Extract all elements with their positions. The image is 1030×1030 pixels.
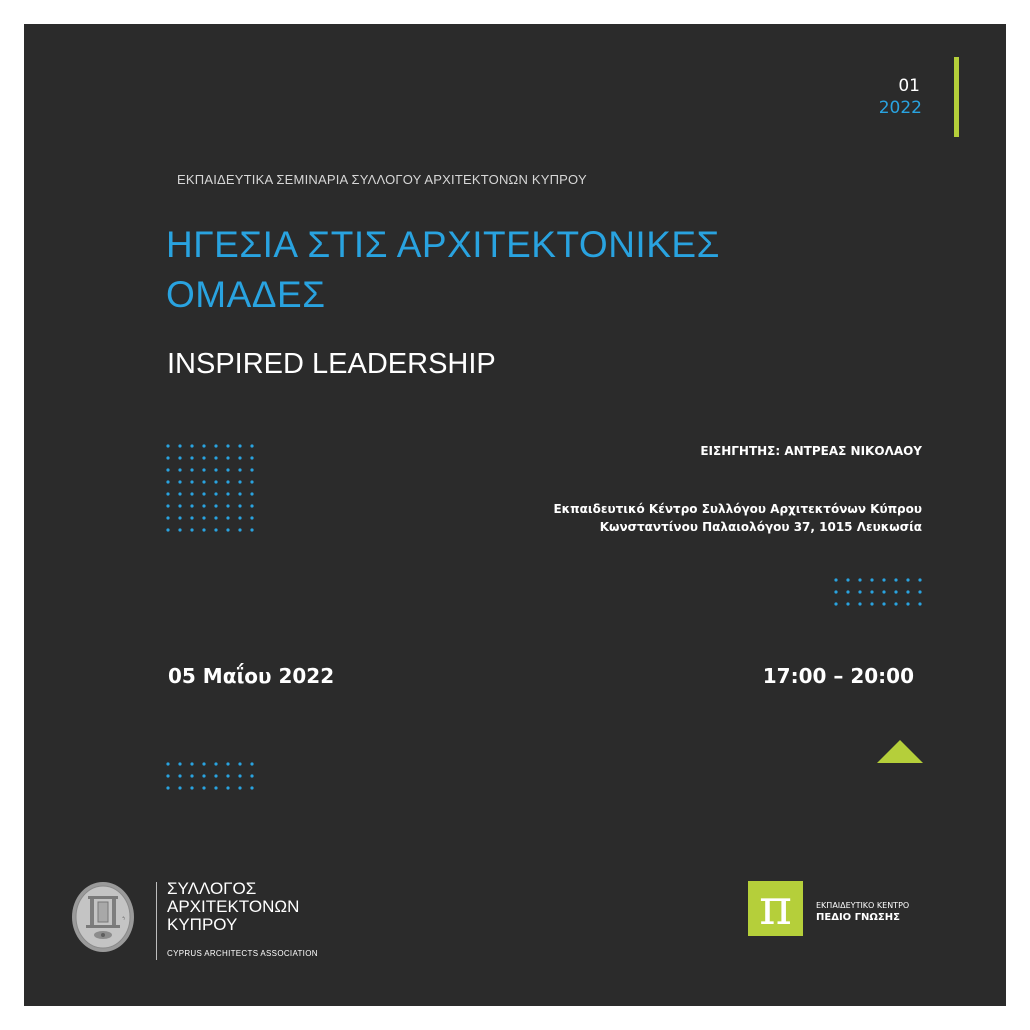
- decoration-dot: [202, 774, 205, 777]
- decoration-dot: [894, 590, 897, 593]
- poster: [24, 24, 1006, 1006]
- decoration-dot: [250, 762, 253, 765]
- decoration-dot: [178, 774, 181, 777]
- decoration-dot: [250, 528, 253, 531]
- decoration-dot: [858, 602, 861, 605]
- decoration-dot: [882, 578, 885, 581]
- decoration-dot: [178, 762, 181, 765]
- page-title-greek: [166, 220, 720, 320]
- decoration-dot: [214, 774, 217, 777]
- decoration-dot: [834, 578, 837, 581]
- decoration-dot: [238, 504, 241, 507]
- pi-logo-icon: [748, 878, 803, 936]
- decoration-dot: [190, 480, 193, 483]
- decoration-dot: [202, 516, 205, 519]
- decoration-dot: [202, 528, 205, 531]
- decoration-dot: [166, 504, 169, 507]
- decoration-dot: [166, 468, 169, 471]
- decoration-dot: [846, 590, 849, 593]
- speaker-label: ΕΙΣΗΓΗΤΗΣ: ΑΝΤΡΕΑΣ ΝΙΚΟΛΑΟΥ: [700, 444, 922, 458]
- event-time: 17:00 – 20:00: [762, 664, 914, 688]
- issue-number: 01: [898, 76, 920, 96]
- decoration-dot: [250, 480, 253, 483]
- triangle-decoration: [877, 740, 923, 763]
- decoration-dot: [250, 504, 253, 507]
- decoration-dot: [250, 516, 253, 519]
- decoration-dot: [202, 762, 205, 765]
- association-name-line-1: ΣΥΛΛΟΓΟΣ: [167, 879, 257, 898]
- decoration-dot: [906, 578, 909, 581]
- decoration-dot: [166, 492, 169, 495]
- logo-divider: [156, 882, 157, 960]
- decoration-dot: [250, 456, 253, 459]
- decoration-dot: [178, 480, 181, 483]
- decoration-dot: [846, 578, 849, 581]
- decoration-dot: [238, 762, 241, 765]
- association-name-english: CYPRUS ARCHITECTS ASSOCIATION: [167, 949, 318, 958]
- decoration-dot: [226, 492, 229, 495]
- decoration-dot: [918, 590, 921, 593]
- association-name-line-2: ΑΡΧΙΤΕΚΤΟΝΩΝ: [167, 897, 300, 916]
- decoration-dot: [858, 578, 861, 581]
- dot-grid-decoration-large: [164, 442, 259, 537]
- decoration-dot: [870, 590, 873, 593]
- venue-line-1: Εκπαιδευτικό Κέντρο Συλλόγου Αρχιτεκτόνων Κύπρου: [553, 502, 922, 516]
- pi-glyph: π: [759, 878, 792, 936]
- decoration-dot: [882, 590, 885, 593]
- decoration-dot: [214, 504, 217, 507]
- venue-line-2: Κωνσταντίνου Παλαιολόγου 37, 1015 Λευκωσία: [599, 520, 922, 534]
- decoration-dot: [238, 492, 241, 495]
- title-line-1: ΗΓΕΣΙΑ ΣΤΙΣ ΑΡΧΙΤΕΚΤΟΝΙΚΕΣ: [166, 224, 720, 265]
- decoration-dot: [202, 492, 205, 495]
- decoration-dot: [214, 786, 217, 789]
- decoration-dot: [166, 516, 169, 519]
- association-name: [167, 880, 299, 934]
- decoration-dot: [202, 786, 205, 789]
- ancient-coin-icon: [70, 880, 136, 954]
- decoration-dot: [226, 528, 229, 531]
- decoration-dot: [238, 774, 241, 777]
- decoration-dot: [190, 516, 193, 519]
- decoration-dot: [202, 444, 205, 447]
- decoration-dot: [226, 786, 229, 789]
- decoration-dot: [214, 456, 217, 459]
- decoration-dot: [190, 786, 193, 789]
- association-name-line-3: ΚΥΠΡΟΥ: [167, 915, 238, 934]
- decoration-dot: [238, 516, 241, 519]
- decoration-dot: [238, 480, 241, 483]
- decoration-dot: [226, 480, 229, 483]
- page-title-english: INSPIRED LEADERSHIP: [167, 348, 496, 380]
- decoration-dot: [226, 504, 229, 507]
- decoration-dot: [190, 444, 193, 447]
- education-center-subtitle: ΕΚΠΑΙΔΕΥΤΙΚΟ ΚΕΝΤΡΟ: [816, 901, 910, 910]
- decoration-dot: [238, 468, 241, 471]
- decoration-dot: [178, 786, 181, 789]
- decoration-dot: [214, 762, 217, 765]
- decoration-dot: [202, 504, 205, 507]
- decoration-dot: [202, 468, 205, 471]
- issue-accent-bar: [954, 57, 959, 137]
- decoration-dot: [226, 468, 229, 471]
- decoration-dot: [226, 444, 229, 447]
- decoration-dot: [178, 492, 181, 495]
- decoration-dot: [882, 602, 885, 605]
- decoration-dot: [238, 786, 241, 789]
- decoration-dot: [178, 516, 181, 519]
- decoration-dot: [906, 590, 909, 593]
- decoration-dot: [190, 762, 193, 765]
- decoration-dot: [846, 602, 849, 605]
- decoration-dot: [190, 456, 193, 459]
- decoration-dot: [918, 578, 921, 581]
- decoration-dot: [870, 602, 873, 605]
- decoration-dot: [918, 602, 921, 605]
- decoration-dot: [226, 516, 229, 519]
- decoration-dot: [238, 444, 241, 447]
- title-line-2: ΟΜΑΔΕΣ: [166, 274, 326, 315]
- decoration-dot: [190, 528, 193, 531]
- dot-grid-decoration-small: [164, 760, 259, 800]
- decoration-dot: [166, 762, 169, 765]
- decoration-dot: [178, 444, 181, 447]
- decoration-dot: [166, 528, 169, 531]
- decoration-dot: [834, 590, 837, 593]
- decoration-dot: [178, 504, 181, 507]
- decoration-dot: [178, 528, 181, 531]
- decoration-dot: [178, 468, 181, 471]
- decoration-dot: [858, 590, 861, 593]
- dot-grid-decoration-right: [832, 576, 927, 616]
- decoration-dot: [250, 492, 253, 495]
- decoration-dot: [250, 786, 253, 789]
- decoration-dot: [190, 774, 193, 777]
- event-date: 05 Μαΐου 2022: [168, 664, 335, 688]
- decoration-dot: [226, 774, 229, 777]
- decoration-dot: [166, 786, 169, 789]
- decoration-dot: [906, 602, 909, 605]
- decoration-dot: [214, 444, 217, 447]
- education-center-name: ΠΕΔΙΟ ΓΝΩΣΗΣ: [816, 912, 900, 923]
- decoration-dot: [166, 444, 169, 447]
- venue-address: [553, 500, 922, 536]
- decoration-dot: [238, 456, 241, 459]
- issue-year: 2022: [878, 98, 922, 118]
- decoration-dot: [214, 492, 217, 495]
- decoration-dot: [214, 516, 217, 519]
- decoration-dot: [166, 480, 169, 483]
- decoration-dot: [250, 774, 253, 777]
- decoration-dot: [226, 762, 229, 765]
- decoration-dot: [202, 480, 205, 483]
- decoration-dot: [190, 492, 193, 495]
- decoration-dot: [894, 602, 897, 605]
- decoration-dot: [166, 456, 169, 459]
- decoration-dot: [250, 468, 253, 471]
- decoration-dot: [214, 480, 217, 483]
- svg-text:ϟ: ϟ: [122, 916, 126, 922]
- decoration-dot: [190, 504, 193, 507]
- series-label: ΕΚΠΑΙΔΕΥΤΙΚΑ ΣΕΜΙΝΑΡΙΑ ΣΥΛΛΟΓΟΥ ΑΡΧΙΤΕΚΤΟΝΩΝ ΚΥΠΡΟΥ: [177, 172, 587, 187]
- decoration-dot: [870, 578, 873, 581]
- decoration-dot: [226, 456, 229, 459]
- decoration-dot: [166, 774, 169, 777]
- decoration-dot: [250, 444, 253, 447]
- decoration-dot: [238, 528, 241, 531]
- decoration-dot: [178, 456, 181, 459]
- decoration-dot: [202, 456, 205, 459]
- decoration-dot: [214, 468, 217, 471]
- decoration-dot: [894, 578, 897, 581]
- decoration-dot: [834, 602, 837, 605]
- decoration-dot: [214, 528, 217, 531]
- decoration-dot: [190, 468, 193, 471]
